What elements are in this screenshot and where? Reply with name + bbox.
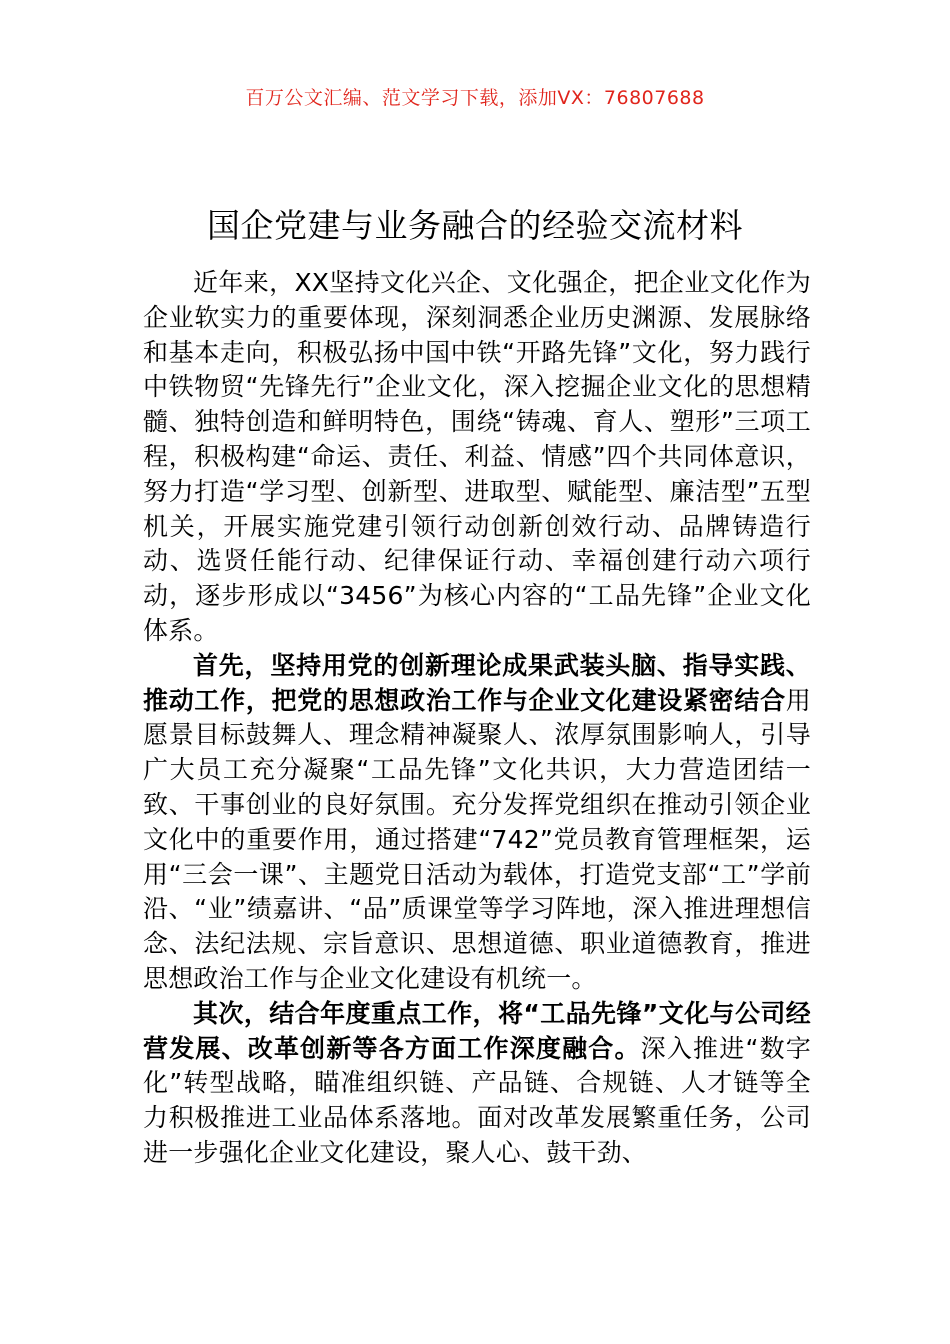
- paragraph-lead: 其次，结合年度重点工作，将“工品先锋”文化与公司经营发展、改革创新等各方面工作深度融合。: [143, 998, 811, 1063]
- paragraph-first: [143, 649, 811, 997]
- header-note: 百万公文汇编、范文学习下载，添加VX：76807688: [245, 87, 705, 109]
- paragraph-lead: 首先，坚持用党的创新理论成果武装头脑、指导实践、推动工作，把党的思想政治工作与企业文化建设紧密结合: [143, 650, 811, 715]
- document-body: [143, 266, 811, 1171]
- paragraph-text: 近年来，XX坚持文化兴企、文化强企，把企业文化作为企业软实力的重要体现，深刻洞悉企业历史渊源、发展脉络和基本走向，积极弘扬中国中铁“开路先锋”文化，努力践行中铁物贸“先锋先行”企业文化，深入挖掘企业文化的思想精髓、独特创造和鲜明特色，围绕“铸魂、育人、塑形”三项工程，积极构建“命运、责任、利益、情感”四个共同体意识，努力打造“学习型、创新型、进取型、赋能型、廉洁型”五型机关，开展实施党建引领行动创新创效行动、品牌铸造行动、选贤任能行动、纪律保证行动、幸福创建行动六项行动，逐步形成以“3456”为核心内容的“工品先锋”企业文化体系。: [143, 268, 811, 645]
- paragraph-intro: [143, 266, 811, 649]
- paragraph-second: [143, 997, 811, 1171]
- paragraph-text: 深入推进“数字化”转型战略，瞄准组织链、产品链、合规链、人才链等全力积极推进工业品体系落地。面对改革发展繁重任务，公司进一步强化企业文化建设，聚人心、鼓干劲、: [143, 1033, 811, 1167]
- paragraph-text: 用愿景目标鼓舞人、理念精神凝聚人、浓厚氛围影响人，引导广大员工充分凝聚“工品先锋”文化共识，大力营造团结一致、干事创业的良好氛围。充分发挥党组织在推动引领企业文化中的重要作用，通过搭建“742”党员教育管理框架，运用“三会一课”、主题党日活动为载体，打造党支部“工”学前沿、“业”绩嘉讲、“品”质课堂等学习阵地，深入推进理想信念、法纪法规、宗旨意识、思想道德、职业道德教育，推进思想政治工作与企业文化建设有机统一。: [143, 685, 811, 993]
- document-title: 国企党建与业务融合的经验交流材料: [207, 206, 743, 246]
